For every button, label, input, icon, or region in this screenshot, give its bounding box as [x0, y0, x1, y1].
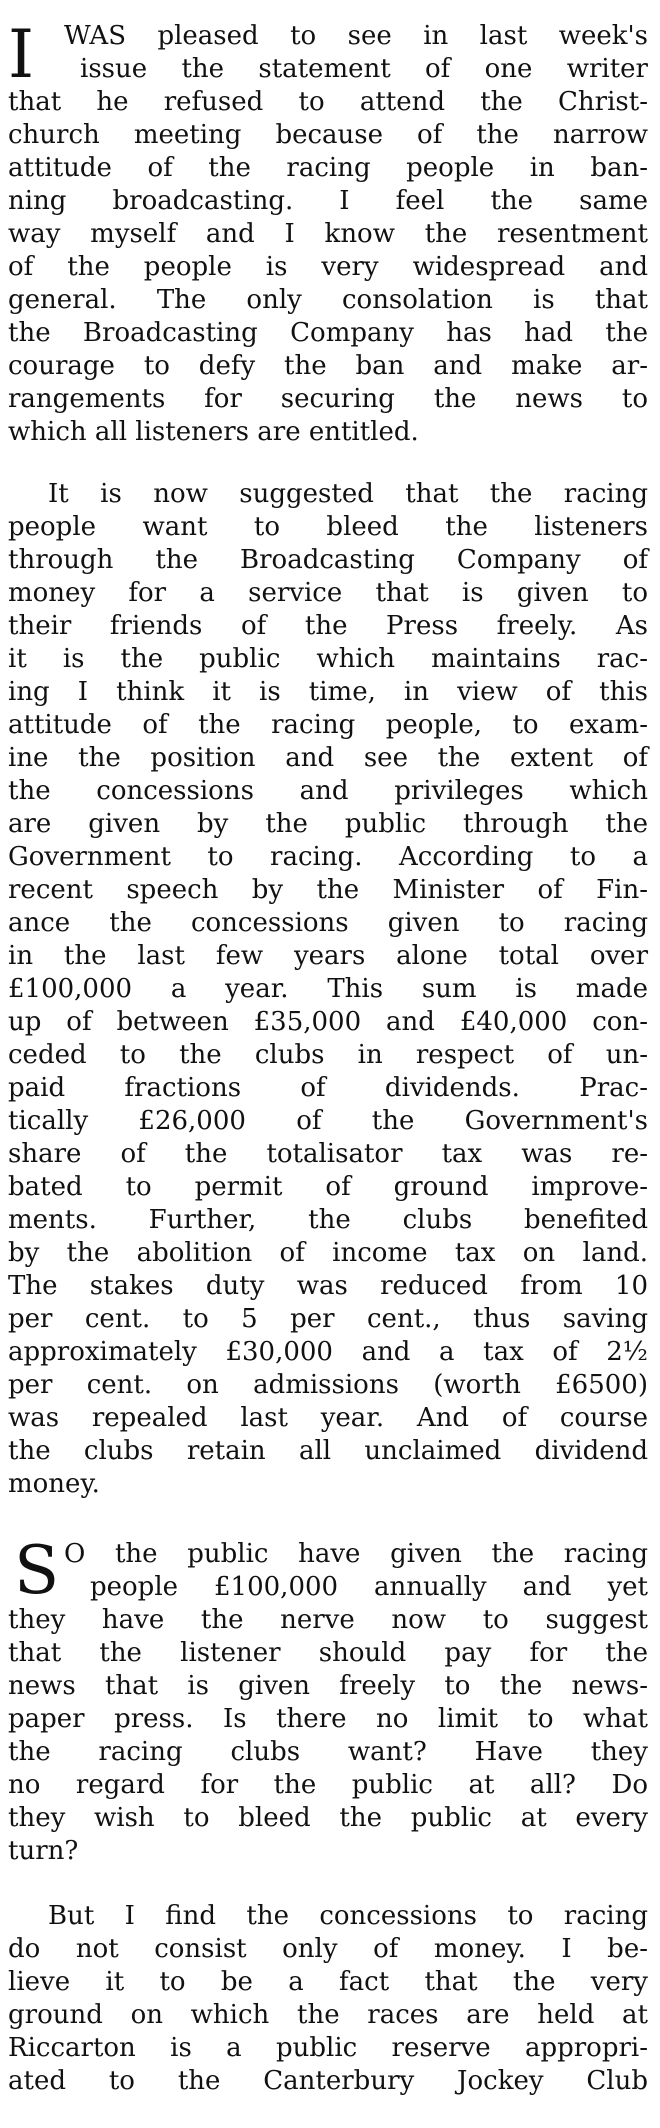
text-line: It is now suggested that the racing — [48, 479, 648, 509]
text-line: Government to racing. According to a — [8, 842, 648, 872]
text-line: in the last few years alone total over — [8, 941, 648, 971]
text-line: they have the nerve now to suggest — [8, 1605, 648, 1635]
drop-cap-s: S — [14, 1532, 60, 1609]
text-line: paid fractions of dividends. Prac- — [8, 1073, 648, 1103]
text-line: which all listeners are entitled. — [8, 417, 419, 447]
text-line: turn? — [8, 1836, 79, 1866]
text-line: the Broadcasting Company has had the — [8, 318, 648, 348]
text-line: was repealed last year. And of course — [8, 1403, 648, 1433]
text-line: people £100,000 annually and yet — [90, 1572, 648, 1602]
text-line: that he refused to attend the Christ- — [8, 87, 648, 117]
text-line: attitude of the racing people in ban- — [8, 153, 648, 183]
text-line: issue the statement of one writer — [80, 54, 648, 84]
text-line: ated to the Canterbury Jockey Club — [8, 2066, 648, 2096]
text-line: people want to bleed the listeners — [8, 512, 648, 542]
text-line: ground on which the races are held at — [8, 2000, 648, 2030]
drop-cap-i: I — [8, 16, 35, 93]
text-line: church meeting because of the narrow — [8, 120, 648, 150]
paragraph-4 — [0, 1900, 660, 2098]
text-line: through the Broadcasting Company of — [8, 545, 648, 575]
text-line: ments. Further, the clubs benefited — [8, 1205, 648, 1235]
text-line: courage to defy the ban and make ar- — [8, 351, 648, 381]
text-line: recent speech by the Minister of Fin- — [8, 875, 648, 905]
text-line: do not consist only of money. I be- — [8, 1934, 648, 1964]
text-line: tically £26,000 of the Government's — [8, 1106, 648, 1136]
text-line: ance the concessions given to racing — [8, 908, 648, 938]
text-line: ine the position and see the extent of — [8, 743, 648, 773]
text-line: no regard for the public at all? Do — [8, 1770, 648, 1800]
text-line: they wish to bleed the public at every — [8, 1803, 648, 1833]
text-line: lieve it to be a fact that the very — [8, 1967, 648, 1997]
text-line: the clubs retain all unclaimed dividend — [8, 1436, 648, 1466]
text-line: O the public have given the racing — [64, 1539, 648, 1569]
text-line: way myself and I know the resentment — [8, 219, 648, 249]
text-line: it is the public which maintains rac- — [8, 644, 648, 674]
text-line: the concessions and privileges which — [8, 776, 648, 806]
text-line: the racing clubs want? Have they — [8, 1737, 648, 1767]
text-line: are given by the public through the — [8, 809, 648, 839]
text-line: their friends of the Press freely. As — [8, 611, 648, 641]
paragraph-3 — [0, 1532, 660, 1868]
text-line: money for a service that is given to — [8, 578, 648, 608]
text-line: ceded to the clubs in respect of un- — [8, 1040, 648, 1070]
text-line: ing I think it is time, in view of this — [8, 677, 648, 707]
text-line: per cent. to 5 per cent., thus saving — [8, 1304, 648, 1334]
text-line: ning broadcasting. I feel the same — [8, 186, 648, 216]
paragraph-2 — [0, 478, 660, 1501]
text-line: Riccarton is a public reserve appropri- — [8, 2033, 648, 2063]
text-line: up of between £35,000 and £40,000 con- — [8, 1007, 648, 1037]
text-line: rangements for securing the news to — [8, 384, 648, 414]
text-line: money. — [8, 1469, 100, 1499]
text-line: The stakes duty was reduced from 10 — [8, 1271, 648, 1301]
text-line: But I find the concessions to racing — [48, 1901, 648, 1931]
text-line: £100,000 a year. This sum is made — [8, 974, 648, 1004]
text-line: general. The only consolation is that — [8, 285, 648, 315]
text-line: news that is given freely to the news- — [8, 1671, 648, 1701]
text-line: of the people is very widespread and — [8, 252, 648, 282]
text-line: by the abolition of income tax on land. — [8, 1238, 648, 1268]
text-line: bated to permit of ground improve- — [8, 1172, 648, 1202]
paragraph-1 — [0, 16, 660, 449]
text-line: attitude of the racing people, to exam- — [8, 710, 648, 740]
text-line: WAS pleased to see in last week's — [64, 21, 648, 51]
text-line: approximately £30,000 and a tax of 2½ — [8, 1337, 648, 1367]
text-line: that the listener should pay for the — [8, 1638, 648, 1668]
text-line: paper press. Is there no limit to what — [8, 1704, 648, 1734]
text-line: per cent. on admissions (worth £6500) — [8, 1370, 648, 1400]
text-line: share of the totalisator tax was re- — [8, 1139, 648, 1169]
